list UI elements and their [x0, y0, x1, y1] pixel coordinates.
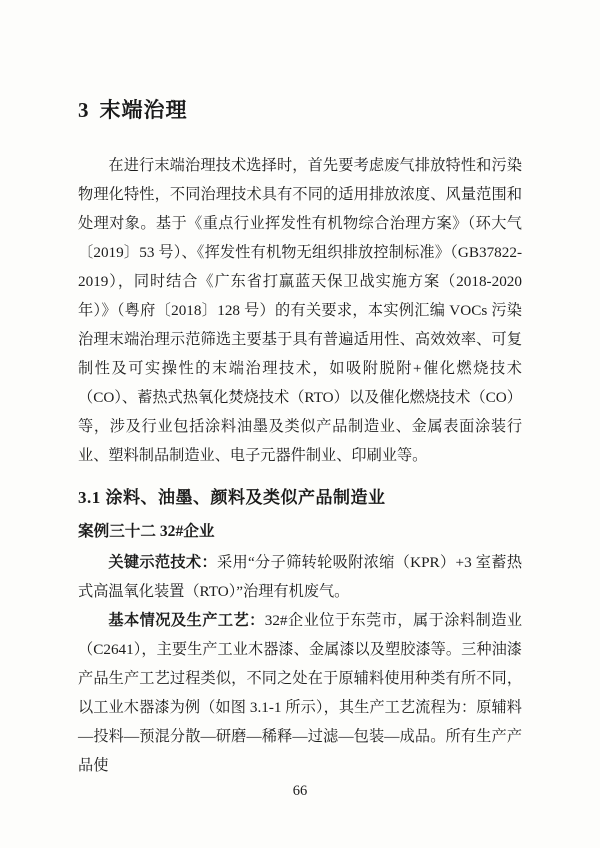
page-title-text: 末端治理: [99, 98, 188, 122]
page-number: 66: [292, 783, 308, 799]
key-technology-label: 关键示范技术：: [108, 553, 217, 571]
page-content: [78, 96, 522, 780]
section-heading-3-1: 3.1 涂料、油墨、颜料及类似产品制造业: [78, 488, 386, 508]
basic-info-text: 32#企业位于东莞市，属于涂料制造业（C2641），主要生产工业木器漆、金属漆以及塑胶漆等。三种油漆产品生产工艺过程类似，不同之处在于原辅料使用种类有所不同，以工业木器漆为例（如图 3.1-1 所示），其生产工艺流程为：原辅料—投料—预混分散—研磨—稀释—过滤—包装—成品。所有生产产品使: [78, 611, 523, 774]
case-heading-32: 案例三十二 32#企业: [78, 522, 215, 540]
key-technology-text: 采用“分子筛转轮吸附浓缩（KPR）+3 室蓄热式高温氧化装置（RTO）”治理有机废气。: [78, 553, 523, 600]
page-title-number: 3: [78, 98, 90, 122]
page-title: [78, 96, 522, 125]
paragraph-key-technology: [78, 548, 522, 606]
paragraph-basic-info: [78, 606, 522, 780]
basic-info-label: 基本情况及生产工艺：: [108, 611, 265, 629]
paragraph-intro: 在进行末端治理技术选择时，首先要考虑废气排放特性和污染物理化特性，不同治理技术具有不同的适用排放浓度、风量范围和处理对象。基于《重点行业挥发性有机物综合治理方案》（环大气〔2019〕53 号）、《挥发性有机物无组织排放控制标准》（GB37822-2019），同时结合《广东省打赢蓝天保卫战实施方案（2018-2020 年）》（粤府〔2018〕128 号）的有关要求，本实例汇编 VOCs 污染治理末端治理示范筛选主要基于具有普遍适用性、高效效率、可复制性及可实操性的末端治理技术，如吸附脱附+催化燃烧技术（CO）、蓄热式热氧化焚烧技术（RTO）以及催化燃烧技术（CO）等，涉及行业包括涂料油墨及类似产品制造业、金属表面涂装行业、塑料制品制造业、电子元器件制业、印刷业等。: [78, 157, 522, 465]
